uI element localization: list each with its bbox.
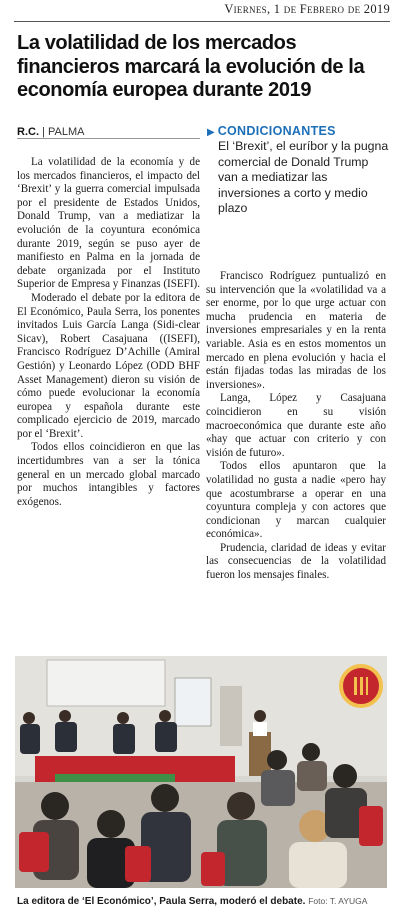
right-column	[206, 270, 386, 583]
dateline: Viernes, 1 de Febrero de 2019	[224, 2, 390, 16]
right-paragraph-4: Prudencia, claridad de ideas y evitar las consecuencias de la volatilidad fueron los mensajes finales.	[206, 541, 386, 582]
window	[175, 678, 211, 726]
caption-text: La editora de ‘El Económico’, Paula Serra, moderó el debate.	[17, 896, 306, 907]
left-column	[17, 156, 200, 509]
top-rule	[14, 21, 390, 22]
photo-credit: Foto: T. AYUGA	[308, 896, 368, 906]
byline	[17, 126, 84, 138]
green-carpet	[55, 774, 175, 782]
speaker-head	[254, 710, 266, 722]
conference-photo	[15, 656, 387, 888]
projection-screen	[47, 660, 165, 706]
right-paragraph-3: Todos ellos apuntaron que la volatilidad no gusta a nadie «pero hay que acostumbrarse a operar en una coyuntura compleja y con actores que condicionan y marcan cualquier económica».	[206, 460, 386, 541]
sidebar-head	[207, 122, 336, 140]
podium	[249, 732, 271, 776]
sidebar-text: El ‘Brexit’, el euríbor y la pugna comercial de Donald Trump van a mediatizar las inversiones a corto y medio plazo	[218, 139, 389, 215]
left-paragraph-1: La volatilidad de la economía y de los mercados financieros, el impacto del ‘Brexit’ y la guerra comercial impulsada por el presidente de Estados Unidos, Donald Trump, van a mediatizar la evolución de la coyuntura económica durante 2019, según se puso ayer de manifiesto en Palma en la jornada de debate organizada por el Instituto Superior de Empresa y Finanzas (ISEFI).	[17, 156, 201, 291]
left-paragraph-3: Todos ellos coincidieron en que las incertidumbres van a ser la tónica general en un mercado global marcado por muchos intangibles y factores exógenos.	[17, 441, 200, 508]
photo-caption	[17, 896, 397, 907]
left-column-rule	[17, 138, 200, 139]
triangle-marker-icon: ▶	[207, 127, 215, 138]
right-paragraph-1: Francisco Rodríguez puntualizó en su intervención que la «volatilidad va a ser enorme, por lo que urge actuar con mucha prudencia en materia de inversiones empresariales y en la renta variable. Asia es en estos momentos un mercado en plena evolución y hacia el están fijadas todas las miradas de los inversiones».	[206, 270, 386, 391]
photo-illustration	[15, 656, 387, 888]
sidebar-label: CONDICIONANTES	[217, 124, 336, 138]
byline-place: | PALMA	[42, 126, 85, 138]
door	[220, 686, 242, 746]
right-paragraph-2: Langa, López y Casajuana coincidieron en su visión macroeconómica que durante este año «hay que actuar con criterio y con visión de futuro».	[206, 392, 386, 459]
headline: La volatilidad de los mercados financieros marcará la evolución de la economía europea durante 2019	[17, 32, 365, 101]
club-crest-logo	[341, 666, 381, 706]
left-paragraph-2: Moderado el debate por la editora de El Económico, Paula Serra, los ponentes invitados Luis García Langa (Sidi-clear Sicav), Robert Casajuana ((ISEFI), Francisco Rodríguez D’Achille (Amiral Gestión) y Leonardo López (ODD BHF Asset Management) dieron su visión de cómo puede evolucionar la economía europea y española durante este complicado ejercicio de 2019, marcado por el ‘Brexit’.	[17, 291, 200, 440]
speaker-body	[253, 722, 267, 736]
byline-initials: R.C.	[17, 126, 39, 138]
